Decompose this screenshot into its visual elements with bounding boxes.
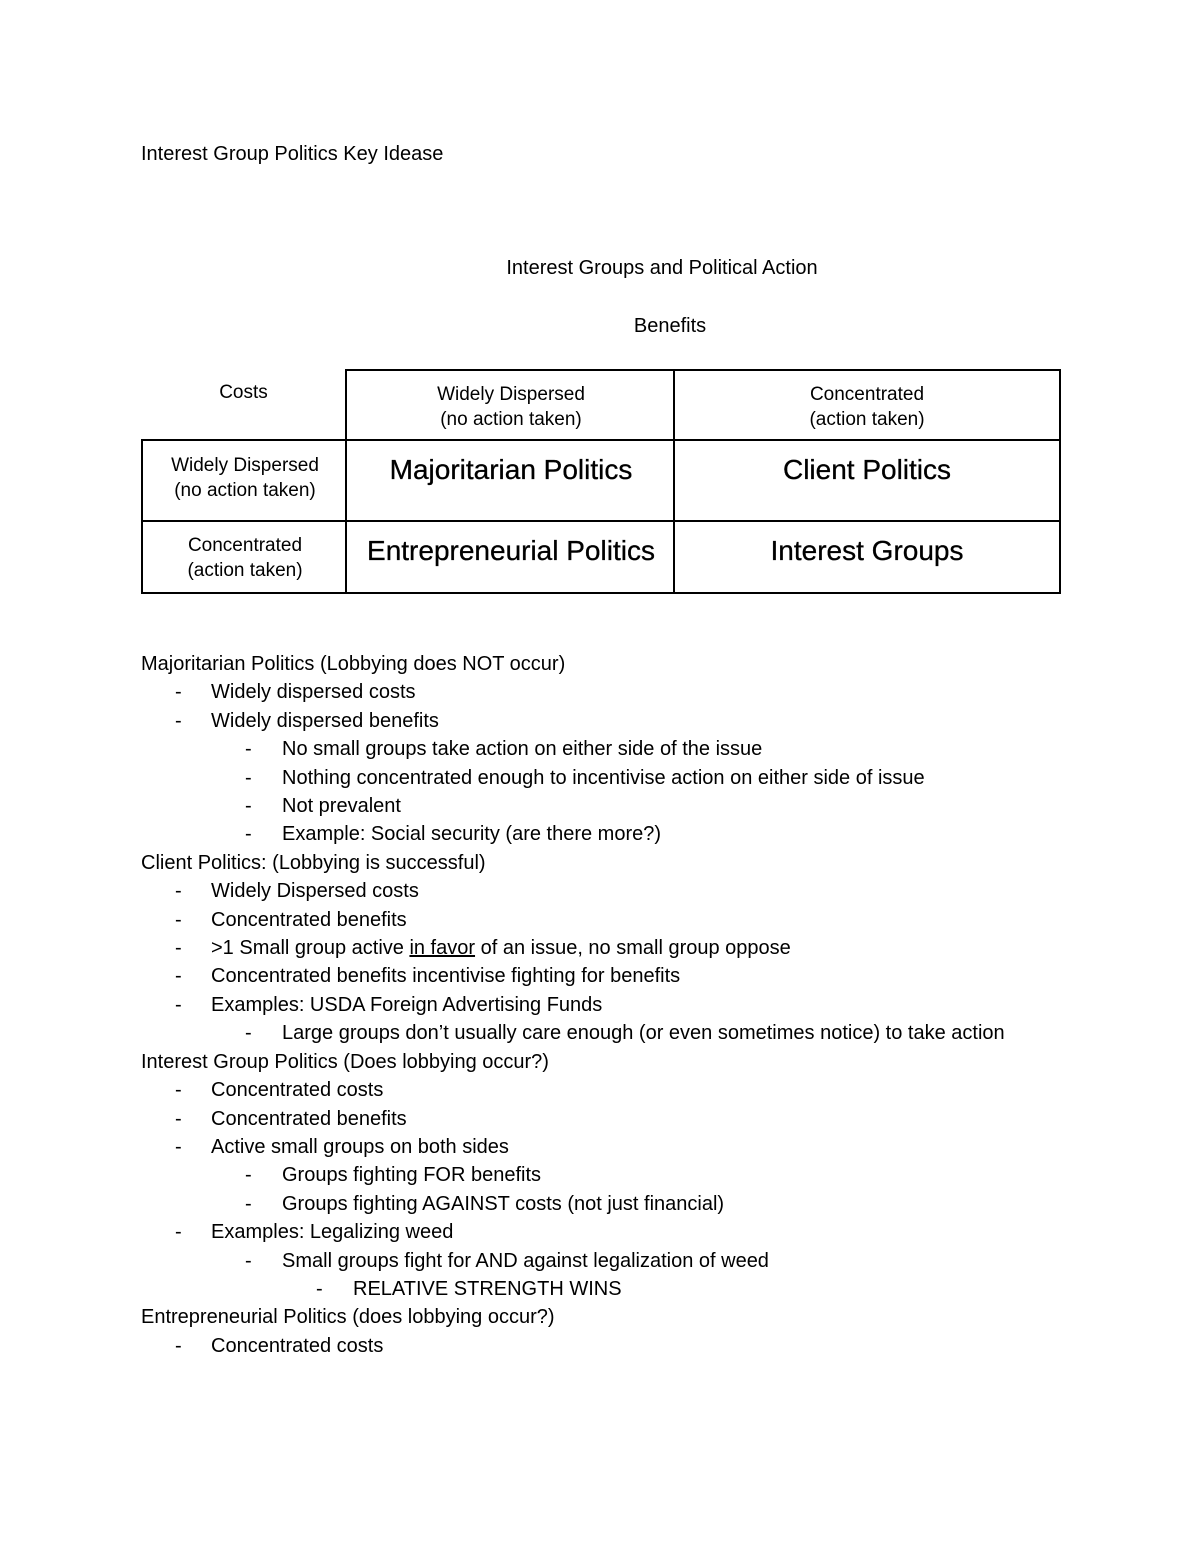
bullet-dash: - [175, 993, 182, 1016]
list-item [141, 991, 1041, 1019]
list-item [141, 792, 1041, 820]
list-item-text: Concentrated benefits incentivise fighting for benefits [211, 965, 681, 988]
list-item-text: Widely dispersed benefits [211, 709, 439, 732]
list-item [141, 678, 1041, 706]
list-item [141, 1247, 1041, 1275]
cell-client-politics [673, 439, 1061, 522]
cell-label: Majoritarian Politics [389, 454, 633, 485]
row-header-line2: (no action taken) [174, 480, 316, 501]
list-item-text-pre: >1 Small group active [211, 937, 410, 960]
list-item [141, 1332, 1041, 1360]
politics-matrix [141, 369, 1061, 594]
list-item [141, 764, 1041, 792]
section-heading-majoritarian: Majoritarian Politics (Lobbying does NOT occur) [141, 653, 566, 675]
bullet-dash: - [175, 1107, 182, 1130]
matrix-heading: Interest Groups and Political Action [506, 257, 818, 279]
list-item [141, 1190, 1041, 1218]
list-item-text: Small groups fight for AND against legalization of weed [282, 1249, 769, 1272]
bullet-dash: - [175, 937, 182, 960]
list-item-text: Concentrated benefits [211, 1107, 407, 1130]
row-header-concentrated [141, 520, 347, 594]
bullet-dash: - [175, 681, 182, 704]
list-item-text: Examples: USDA Foreign Advertising Funds [211, 993, 603, 1016]
list-item-text: RELATIVE STRENGTH WINS [353, 1277, 622, 1300]
document-title: Interest Group Politics Key Idease [141, 143, 444, 165]
bullet-dash: - [175, 880, 182, 903]
section-heading-interest-group: Interest Group Politics (Does lobbying occur?) [141, 1050, 549, 1073]
cell-label: Entrepreneurial Politics [367, 535, 655, 566]
costs-label: Costs [219, 382, 268, 403]
list-item [141, 707, 1041, 735]
bullet-dash: - [175, 1135, 182, 1158]
list-item-text: Active small groups on both sides [211, 1135, 509, 1158]
list-item-text: Example: Social security (are there more?) [282, 823, 662, 846]
list-item-text-post: of an issue, no small group oppose [475, 937, 791, 960]
list-item [141, 820, 1041, 848]
list-item-text: Groups fighting AGAINST costs (not just financial) [282, 1192, 725, 1215]
bullet-dash: - [245, 795, 252, 818]
list-item [141, 877, 1041, 905]
list-item [141, 962, 1041, 990]
bullet-dash: - [175, 1334, 182, 1357]
list-item [141, 1019, 1012, 1047]
column-header-line2: (action taken) [809, 409, 925, 430]
bullet-dash: - [245, 1022, 252, 1045]
bullet-dash: - [175, 908, 182, 931]
list-item-text: Nothing concentrated enough to incentivise action on either side of issue [282, 766, 925, 789]
list-item-text: Concentrated costs [211, 1334, 384, 1357]
list-item-text: Widely Dispersed costs [211, 880, 419, 903]
list-item [141, 1105, 1041, 1133]
underlined-text: in favor [409, 937, 476, 960]
column-header-widely-dispersed [345, 369, 675, 441]
list-item-text: No small groups take action on either side of the issue [282, 738, 763, 761]
bullet-dash: - [316, 1277, 323, 1300]
bullet-dash: - [175, 1079, 182, 1102]
list-item-text: Large groups don’t usually care enough (or even sometimes notice) to take action [282, 1022, 1005, 1045]
section-heading-client: Client Politics: (Lobbying is successful) [141, 851, 486, 874]
bullet-dash: - [245, 1249, 252, 1272]
column-header-concentrated [673, 369, 1061, 441]
bullet-dash: - [175, 709, 182, 732]
bullet-dash: - [175, 965, 182, 988]
list-item [141, 1133, 1041, 1161]
list-item-text: Groups fighting FOR benefits [282, 1164, 542, 1187]
list-item [141, 934, 1041, 962]
bullet-dash: - [245, 1164, 252, 1187]
row-header-widely-dispersed [141, 439, 347, 522]
bullet-dash: - [175, 1221, 182, 1244]
bullet-dash: - [245, 1192, 252, 1215]
list-item [141, 1275, 1041, 1303]
cell-entrepreneurial-politics [345, 520, 675, 594]
row-header-line2: (action taken) [187, 560, 303, 581]
list-item-text: Concentrated costs [211, 1079, 384, 1102]
row-header-line1: Widely Dispersed [171, 455, 319, 476]
bullet-dash: - [245, 823, 252, 846]
list-item-text: Not prevalent [282, 795, 401, 818]
row-header-line1: Concentrated [187, 535, 303, 556]
cell-label: Interest Groups [770, 535, 964, 566]
cell-interest-groups [673, 520, 1061, 594]
list-item [141, 735, 1041, 763]
column-header-line1: Widely Dispersed [437, 384, 585, 405]
list-item-text: Widely dispersed costs [211, 681, 416, 704]
column-header-line2: (no action taken) [440, 409, 582, 430]
bullet-dash: - [245, 766, 252, 789]
cell-label: Client Politics [782, 454, 952, 485]
list-item [141, 906, 1041, 934]
list-item [141, 1161, 1041, 1189]
benefits-label: Benefits [633, 315, 707, 337]
costs-corner-cell [141, 369, 346, 441]
list-item [141, 1076, 1041, 1104]
bullet-dash: - [245, 738, 252, 761]
list-item-text: Concentrated benefits [211, 908, 407, 931]
section-heading-entrepreneurial: Entrepreneurial Politics (does lobbying occur?) [141, 1306, 555, 1329]
cell-majoritarian-politics [345, 439, 675, 522]
list-item [141, 1218, 1041, 1246]
list-item-text: Examples: Legalizing weed [211, 1221, 454, 1244]
notes-body [141, 650, 1041, 1360]
column-header-line1: Concentrated [809, 384, 925, 405]
